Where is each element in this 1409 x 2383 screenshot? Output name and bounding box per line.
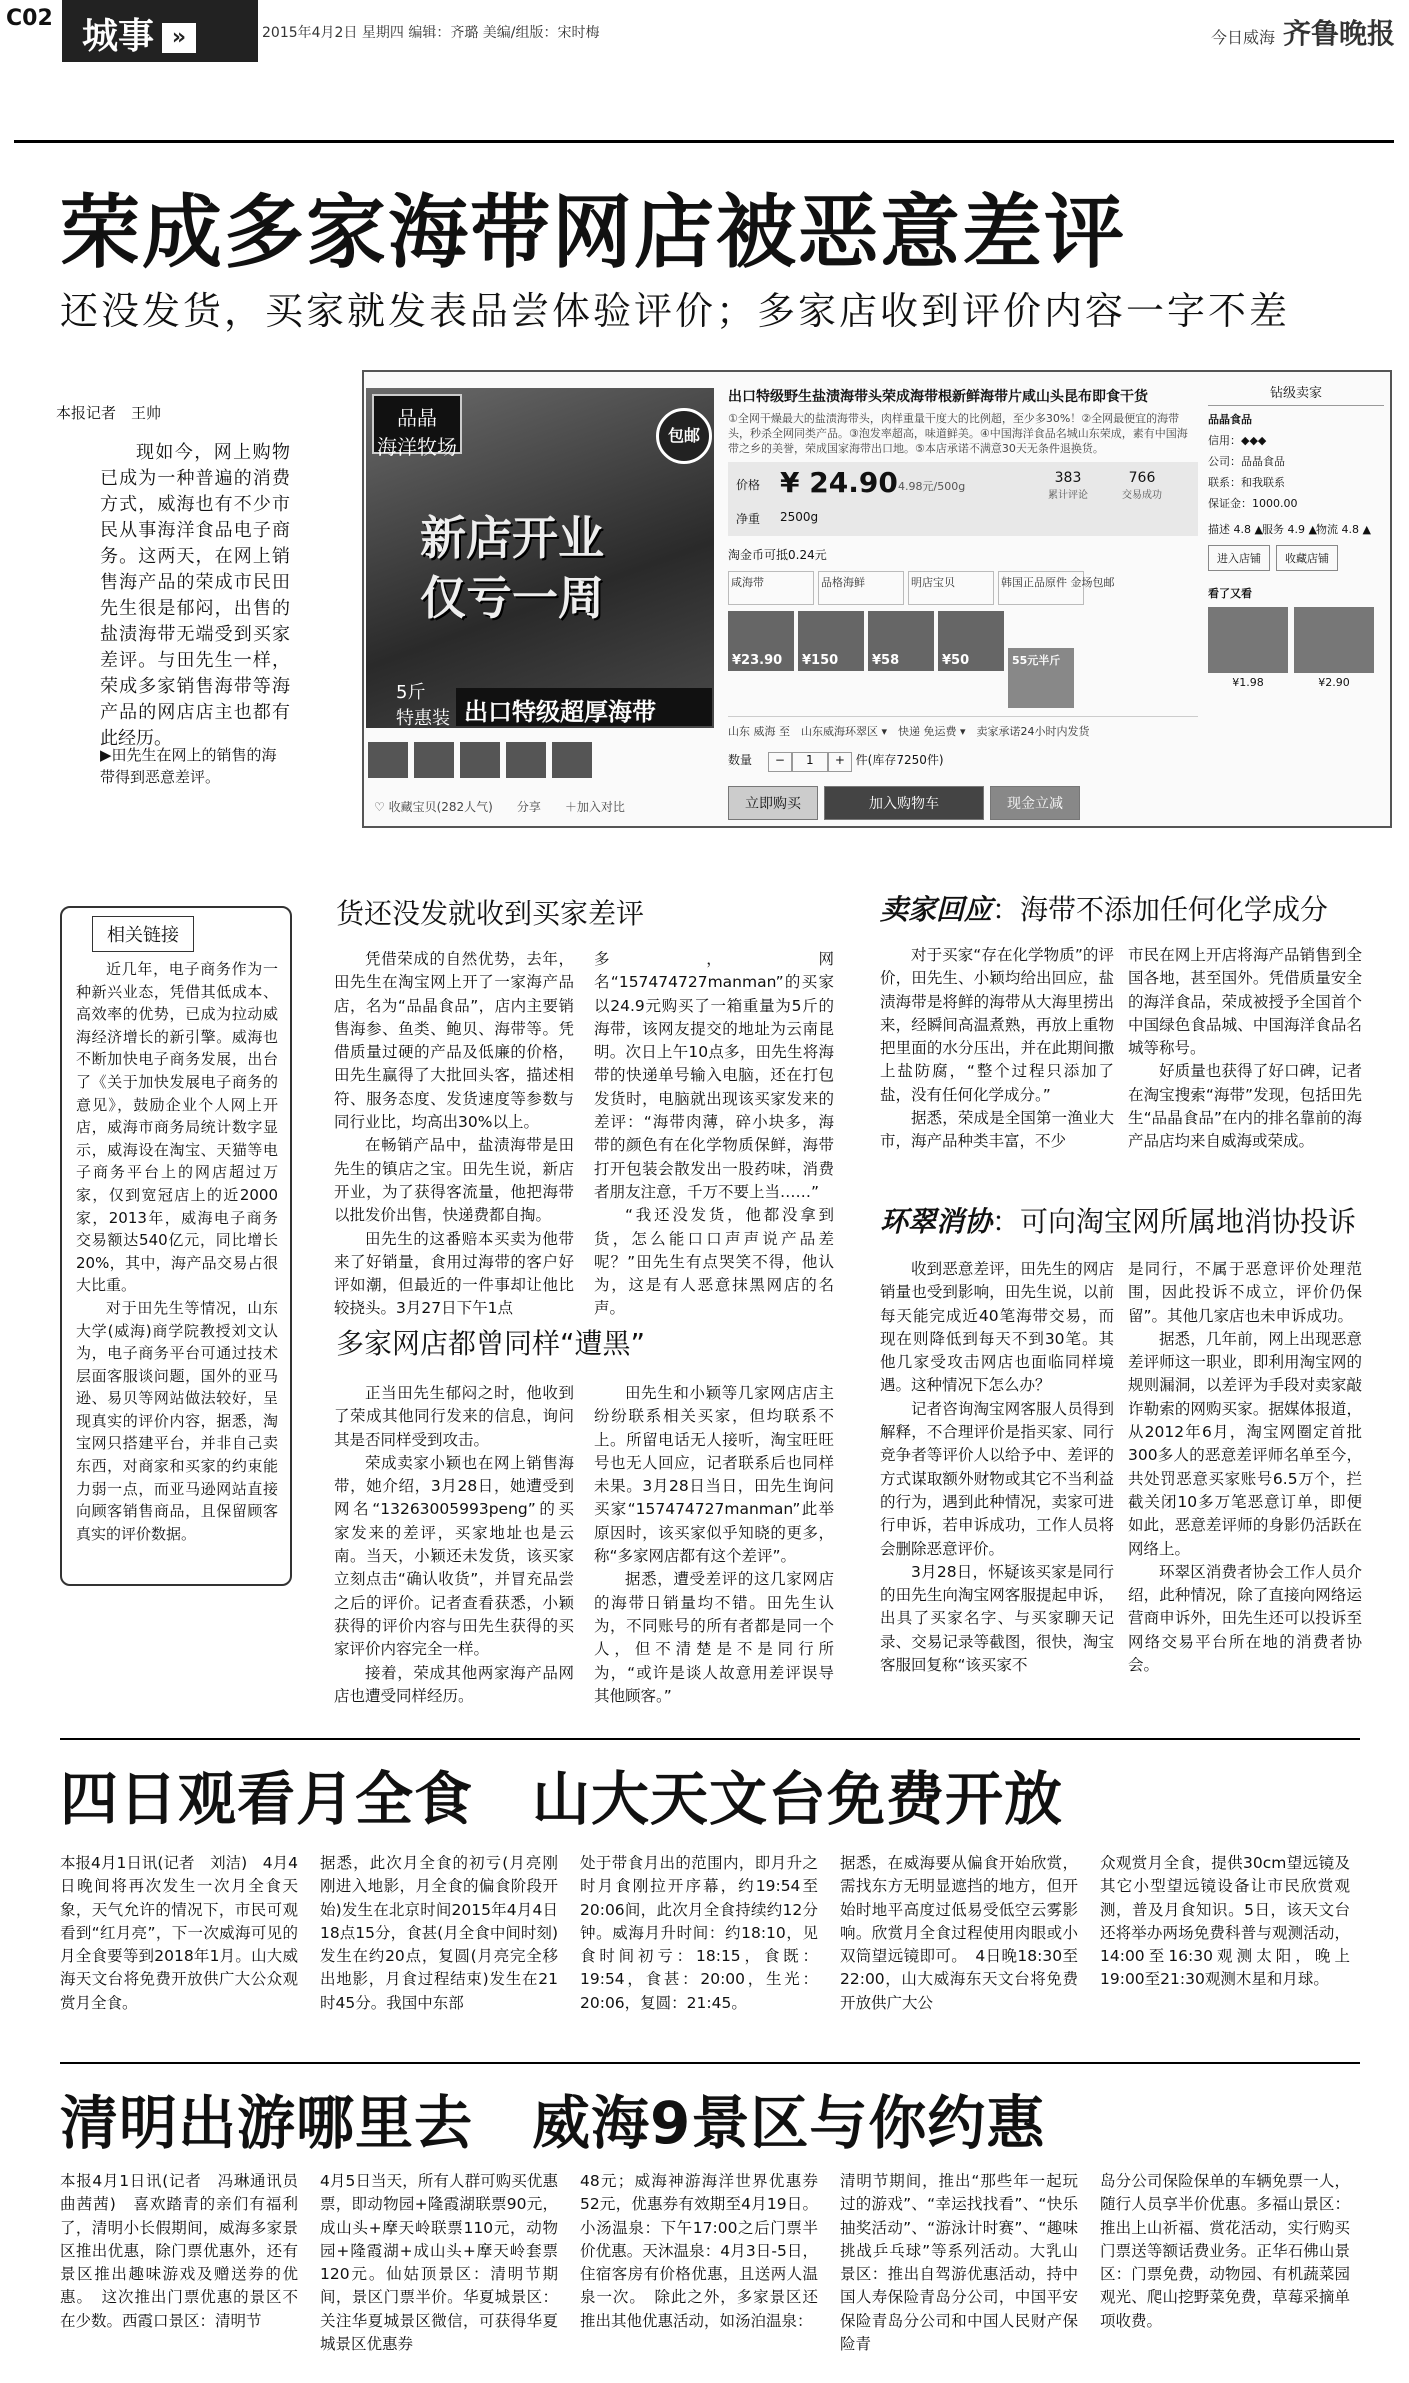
- spec-label: 5斤 特惠装: [396, 682, 450, 729]
- section3-col1: [880, 944, 1114, 1154]
- paragraph: 接着，荣成其他两家海产品网店也遭受同样经历。: [334, 1663, 574, 1705]
- add-to-cart-button[interactable]: 加入购物车: [824, 786, 984, 820]
- thumbnail[interactable]: [414, 742, 454, 778]
- variant-tabs[interactable]: [728, 571, 1198, 605]
- seller-deposit: 保证金：1000.00: [1208, 497, 1298, 510]
- paragraph: 据悉，荣成是全国第一渔业大市，海产品种类丰富，不少: [880, 1109, 1114, 1151]
- product-banner: 出口特级超厚海带: [456, 688, 712, 726]
- promo-line-2: 仅亏一周: [420, 571, 604, 625]
- paragraph: 对于买家“存在化学物质”的评价，田先生、小颖均给出回应，盐渍海带是将鲜的海带从大海里捞出来，经瞬间高温煮熟，再放上重物把里面的水分压出，并在此期间撒上盐防腐，“整个过程只添加了盐，没有任何化学成分。”: [880, 946, 1114, 1104]
- buy-now-button[interactable]: 立即购买: [728, 786, 818, 820]
- section2-col1: [334, 1382, 574, 1708]
- paragraph: 3月28日，怀疑该买家是同行的田先生向淘宝网客服提起申诉，出具了买家名字、与买家聊天记录、交易记录等截图，很快，淘宝客服回复称“该买家不: [880, 1562, 1114, 1675]
- review-count-value: 383: [1054, 470, 1082, 486]
- section1-title: 货还没发就收到买家差评: [336, 897, 645, 930]
- variant-choice[interactable]: ¥150: [798, 611, 864, 671]
- plus-icon[interactable]: +: [828, 752, 852, 772]
- paragraph: 多，网名“157474727manman”的买家以24.9元购买了一箱重量为5斤的海带，该网友提交的地址为云南昆明。次日上午10点多，田先生将海带的快递单号输入电脑，还在打包发货时，电脑就出现该买家发来的差评：“海带肉薄，碎小块多，海带的颜色有在化学物质保鲜，海带打开包装会散发出一股药味，消费者朋友注意，千万不要上当……”: [594, 950, 834, 1201]
- seller-scores: [1208, 521, 1384, 537]
- recommended-thumb[interactable]: [1294, 607, 1374, 673]
- deal-count: [1122, 470, 1162, 501]
- recommended-price: ¥2.90: [1318, 676, 1350, 689]
- collect-share-row[interactable]: ♡ 收藏宝贝(282人气) 分享 ＋加入对比: [374, 800, 625, 814]
- paragraph: 是同行，不属于恶意评价处理范围，因此投诉不成立，评价仍保留”。其他几家店也未申诉成功。: [1128, 1260, 1362, 1325]
- quantity-row: [728, 751, 1198, 772]
- article3-col1: 本报4月1日讯(记者 冯琳通讯员 曲茜茜) 喜欢踏青的亲们有福利了，清明小长假期间，威海多家景区推出优惠，除门票优惠外，还有景区推出趣味游戏及赠送券的优惠。 这次推出门票优惠的景区不在少数。西霞口景区：清明节: [60, 2172, 314, 2330]
- seller-contact[interactable]: 联系：和我联系: [1208, 476, 1285, 489]
- article2-col2: 据悉，此次月全食的初亏(月亮刚刚进入地影，月全食的偏食阶段开始)发生在北京时间2015年4月4日18点15分，食甚(月全食中间时刻)发生在约20点，复圆(月亮完全移出地影，月食过程结束)发生在21时45分。我国中东部: [320, 1854, 558, 2012]
- seller-credit: 信用：◆◆◆: [1208, 434, 1267, 447]
- article2-col4: 据悉，在威海要从偏食开始欣赏，需找东方无明显遮挡的地方，但开始时地平高度过低易受低空云雾影响。欣赏月全食过程使用肉眼或小双筒望远镜即可。 4日晚18:30至22:00，山大威海东天文台将免费开放供广大公: [840, 1854, 1078, 2012]
- edition-label: 今日威海: [1210, 28, 1275, 47]
- paragraph: “我还没发货，他都没拿到货，怎么能口口声声说产品差呢？”田先生有点哭笑不得，他认为，这是有人恶意抹黑网店的名声。: [594, 1206, 834, 1318]
- thumbnail[interactable]: [552, 742, 592, 778]
- minus-icon[interactable]: −: [768, 752, 792, 772]
- recommended-prices: [1208, 676, 1384, 689]
- paragraph: 好质量也获得了好口碑，记者在淘宝搜索“海带”发现，包括田先生“品晶食品”在内的排名靠前的海产品店均来自威海或荣成。: [1128, 1062, 1362, 1151]
- section2-title: 多家网店都曾同样“遭黑”: [336, 1327, 646, 1360]
- variant-choices[interactable]: [728, 611, 1198, 708]
- article3-col4: 清明节期间，推出“那些年一起玩过的游戏”、“幸运找找看”、“快乐抽奖活动”、“游泳计时赛”、“趣味挑战乒乓球”等系列活动。大乳山景区：推出自驾游优惠活动，持中国人寿保险青岛分公司，中国平安保险青岛分公司和中国人民财产保险青: [840, 2172, 1078, 2354]
- paragraph: 据悉，遭受差评的这几家网店的海带日销量均不错。田先生认为，不同账号的所有者都是同一个人，但不清楚是不是同行所为，“或许是谈人故意用差评误导其他顾客。”: [594, 1570, 834, 1705]
- section3-title: [880, 888, 1328, 928]
- deal-count-label: 交易成功: [1122, 490, 1162, 501]
- page-number: C02: [6, 6, 53, 31]
- section3-sign: 卖家回应: [880, 893, 993, 926]
- article2-col1: 本报4月1日讯(记者 刘洁) 4月4日晚间将再次发生一次月全食天象，天气允许的情况下，市民可观看到“红月亮”，下一次威海可见的月全食要等到2018年1月。山大威海天文台将免费开放供广大公众观赏月全食。: [60, 1854, 298, 2012]
- promo-line-1: 新店开业: [420, 511, 604, 565]
- issue-info: 2015年4月2日 星期四 编辑：齐璐 美编/组版：宋时梅: [262, 25, 600, 41]
- variant-choice[interactable]: ¥50: [938, 611, 1004, 671]
- price-label: 价格: [736, 478, 761, 492]
- action-buttons: [728, 786, 1198, 820]
- paragraph: 凭借荣成的自然优势，去年，田先生在淘宝网上开了一家海产品店，名为“品晶食品”，店内主要销售海参、鱼类、鲍贝、海带等。凭借质量过硬的产品及低廉的价格，田先生赢得了大批回头客，描述相符、服务态度、发货速度等参数与同行业比，均高出30%以上。: [334, 950, 574, 1132]
- promo-text: [420, 508, 604, 628]
- thumbnail[interactable]: [506, 742, 546, 778]
- quantity-input[interactable]: 1: [792, 752, 828, 772]
- thumbnail[interactable]: [460, 742, 500, 778]
- photo-caption: ▶田先生在网上的销售的海带得到恶意差评。: [100, 746, 277, 786]
- thumbnail-strip[interactable]: [368, 742, 598, 782]
- section-label: 城事: [82, 16, 155, 57]
- section3-col2: [1128, 944, 1362, 1154]
- related-paragraph: 对于田先生等情况，山东大学(威海)商学院教授刘文认为，电子商务平台可通过技术层面客服谈问题，国外的亚马逊、易贝等网站做法较好，呈现真实的评价内容，据悉，淘宝网只搭建平台，并非自己卖东西，对商家和买家的约束能力弱一点，而亚马逊网站直接向顾客销售商品，且保留顾客真实的评价数据。: [76, 1298, 278, 1543]
- product-description: ①全网干燥最大的盐渍海带头，肉样重量干度大的比例超，至少多30%！②全网最便宜的海带头，秒杀全网同类产品。③泡发率超高，味道鲜美。④中国海洋食品名城山东荣成，素有中国海带之乡的美誉，荣成国家海带出口地。⑤本店承诺不满意30天无条件退换货。: [728, 412, 1188, 455]
- recommended-thumb[interactable]: [1208, 607, 1288, 673]
- article2-col3: 处于带食月出的范围内，即月升之时月食刚拉开序幕，约19:54至20:06间，此次月全食持续约12分钟。威海月升时间：约18:10，见食时间初亏：18:15，食既：19:54，食甚：20:00，生光：20:06，复圆：21:45。: [580, 1854, 818, 2012]
- related-paragraph: 近几年，电子商务作为一种新兴业态，凭借其低成本、高效率的优势，已成为拉动威海经济增长的新引擎。威海也不断加快电子商务发展，出台了《关于加快发展电子商务的意见》，鼓励企业个人网上开店，威海市商务局统计数字显示，威海设在淘宝、天猫等电子商务平台上的网店超过万家，仅到宽冠店上的近2000家，2013年，威海电子商务交易额达540亿元，同比增长20%，其中，海产品交易占很大比重。: [76, 960, 278, 1295]
- thumbnail[interactable]: [368, 742, 408, 778]
- variant-choice-badge[interactable]: 55元半斤: [1008, 648, 1074, 708]
- related-links-title: 相关链接: [92, 916, 194, 952]
- seller-company: 公司：品晶食品: [1208, 455, 1285, 468]
- enter-shop-button[interactable]: 进入店铺: [1208, 545, 1270, 571]
- seller-name: 品晶食品: [1208, 413, 1252, 426]
- article3-col5: 岛分公司保险保单的车辆免票一人，随行人员享半价优惠。多福山景区：推出上山祈福、赏花活动，实行购买门票送等额话费业务。正华石佛山景区：门票免费，动物园、有机蔬菜园观光、爬山挖野菜免费，草莓采摘单项收费。: [1100, 2172, 1350, 2330]
- variant-choice[interactable]: ¥23.90: [728, 611, 794, 671]
- article1-lead: 现如今，网上购物已成为一种普遍的消费方式，威海也有不少市民从事海洋食品电子商务。这两天，在网上销售海产品的荣成市民田先生很是郁闷，出售的盐渍海带无端受到买家差评。与田先生一样，荣成多家销售海带等海产品的网店店主也都有此经历。: [100, 442, 290, 749]
- divider: [60, 1738, 1360, 1740]
- seller-panel: [1208, 382, 1384, 689]
- article1-byline: 本报记者 王帅: [56, 404, 162, 422]
- quantity-label: 数量: [728, 753, 753, 767]
- favorite-shop-button[interactable]: 收藏店铺: [1276, 545, 1338, 571]
- article3-col3: 48元；威海神游海洋世界优惠券52元，优惠券有效期至4月19日。小汤温泉：下午17:00之后门票半价优惠。天沐温泉：4月3日-5日，住宿客房有价格优惠，且送两人温泉一次。 除此之外，多家景区还推出其他优惠活动，如汤泊温泉：: [580, 2172, 818, 2330]
- related-links-box: [60, 906, 292, 1586]
- seller-buttons: [1208, 545, 1384, 571]
- section2-col2: [594, 1382, 834, 1708]
- section1-col2: [594, 948, 834, 1321]
- section1-col1: [334, 948, 574, 1321]
- product-image: [366, 388, 714, 728]
- variant-tab[interactable]: 明店宝贝: [908, 571, 994, 605]
- variant-choice[interactable]: ¥58: [868, 611, 934, 671]
- deal-count-value: 766: [1128, 470, 1156, 486]
- paragraph: 正当田先生郁闷之时，他收到了荣成其他同行发来的信息，询问其是否同样受到攻击。: [334, 1384, 574, 1449]
- weight-label: 净重: [736, 512, 761, 526]
- variant-tab[interactable]: 咸海带: [728, 571, 814, 605]
- article3-col2: 4月5日当天，所有人群可购买优惠票，即动物园+隆霞湖联票90元，成山头+摩天岭联票110元，动物园+隆霞湖+成山头+摩天岭套票120元。仙姑顶景区：清明节期间，景区门票半价。华夏城景区：关注华夏城景区微信，可获得华夏城景区优惠券: [320, 2172, 558, 2354]
- paper-name: 齐鲁晚报: [1282, 17, 1395, 50]
- score: 服务 4.9 ▲: [1262, 523, 1317, 536]
- paragraph: 据悉，几年前，网上出现恶意差评师这一职业，即利用淘宝网的规则漏洞，以差评为手段对卖家敲诈勒索的网购买家。据媒体报道，从2012年6月，淘宝网圈定首批300多人的恶意差评师名单至今，共处罚恶意买家账号6.5万个，拦截关闭10多万笔恶意订单，即便如此，恶意差评师的身影仍活跃在网络上。: [1128, 1329, 1362, 1558]
- paragraph: 在畅销产品中，盐渍海带是田先生的镇店之宝。田先生说，新店开业，为了获得客流量，他把海带以批发价出售，快递费都自掏。: [334, 1136, 574, 1225]
- masthead-right: [1211, 12, 1395, 52]
- section4-heading: ：可向淘宝网所属地消协投诉: [992, 1205, 1357, 1238]
- section-tag: [62, 0, 258, 62]
- paragraph: 环翠区消费者协会工作人员介绍，此种情况，除了直接向网络运营商申诉外，田先生还可以投诉至网络交易平台所在地的消费者协会。: [1128, 1562, 1362, 1675]
- stock-text: 件(库存7250件): [855, 753, 944, 767]
- see-also-title: 看了又看: [1208, 587, 1252, 600]
- review-count: [1048, 470, 1088, 501]
- divider: [60, 2062, 1360, 2064]
- chevron-right-icon: »: [162, 23, 196, 53]
- score: 物流 4.8 ▲: [1316, 523, 1371, 536]
- free-shipping-seal: 包邮: [656, 408, 712, 464]
- product-info: [728, 388, 1198, 820]
- price-value: ¥ 24.90: [780, 466, 898, 499]
- product-title: 出口特级野生盐渍海带头荣成海带根新鲜海带片咸山头昆布即食干货: [728, 389, 1148, 405]
- paragraph: 市民在网上开店将海产品销售到全国各地，甚至国外。凭借质量安全的海洋食品，荣成被授予全国首个中国绿色食品城、中国海洋食品名城等称号。: [1128, 946, 1362, 1058]
- paragraph: 田先生和小颖等几家网店店主纷纷联系相关买家，但均联系不上。所留电话无人接听，淘宝旺旺号也无人回应，记者联系后也同样未果。3月28日当日，田先生询问买家“157474727manman”此举原因时，该买家似乎知晓的更多，称“多家网店都有这个差评”。: [594, 1384, 834, 1566]
- variant-tab[interactable]: 品格海鲜: [818, 571, 904, 605]
- recommended-items[interactable]: [1208, 601, 1384, 676]
- shop-screenshot: [362, 370, 1392, 828]
- brand-logo: 品晶 海洋牧场: [372, 394, 462, 454]
- score: 描述 4.8 ▲: [1208, 523, 1263, 536]
- article2-col5: 众观赏月全食，提供30cm望远镜及其它小型望远镜设备让市民欣赏观测，普及月食知识。5日，该天文台还将举办两场免费科普与观测活动，14:00至16:30观测太阳，晚上19:00至21:30观测木星和月球。: [1100, 1854, 1350, 1989]
- section4-title: [880, 1200, 1356, 1240]
- unit-price: 4.98元/500g: [898, 480, 966, 493]
- weight-value: 2500g: [780, 510, 819, 524]
- price-box: [728, 462, 1198, 536]
- section3-heading: ：海带不添加任何化学成分: [992, 893, 1329, 926]
- cash-discount-button[interactable]: 现金立减: [990, 786, 1080, 820]
- coin-points: 淘金币可抵0.24元: [728, 548, 827, 562]
- variant-tab[interactable]: 韩国正品原件 金场包邮: [998, 571, 1084, 605]
- review-count-label: 累计评论: [1048, 490, 1088, 501]
- section4-col2: [1128, 1258, 1362, 1677]
- paragraph: 荣成卖家小颖也在网上销售海带，她介绍，3月28日，她遭受到网名“13263005993peng”的买家发来的差评，买家地址也是云南。当天，小颖还未发货，该买家立刻点击“确认收货”，并冒充品尝之后的评价。记者查看获悉，小颖获得的评价内容与田先生获得的买家评价内容完全一样。: [334, 1453, 574, 1659]
- shipping-row[interactable]: 山东 威海 至 山东威海环翠区 ▾ 快递 免运费 ▾ 卖家承诺24小时内发货: [728, 716, 1198, 739]
- section4-sign: 环翠消协: [880, 1205, 993, 1238]
- section4-col1: [880, 1258, 1114, 1677]
- paragraph: 田先生的这番赔本买卖为他带来了好销量，食用过海带的客户好评如潮，但最近的一件事却让他比较挠头。3月27日下午1点: [334, 1229, 574, 1318]
- recommended-price: ¥1.98: [1232, 676, 1264, 689]
- paragraph: 记者咨询淘宝网客服人员得到解释，不合理评价是指买家、同行竞争者等评价人以给予中、差评的方式谋取额外财物或其它不当利益的行为，遇到此种情况，卖家可进行申诉，若申诉成功，工作人员将会删除恶意评价。: [880, 1399, 1114, 1558]
- article2-headline: 四日观看月全食 山大天文台免费开放: [60, 1765, 1064, 1833]
- paragraph: 收到恶意差评，田先生的网店销量也受到影响，田先生说，以前每天能完成近40笔海带交易，而现在则降低到每天不到30笔。其他几家受攻击网店也面临同样境遇。这种情况下怎么办？: [880, 1260, 1114, 1395]
- header-rule: [14, 140, 1394, 143]
- seller-header: 钻级卖家: [1208, 382, 1384, 406]
- article1-subhead: 还没发货，买家就发表品尝体验评价；多家店收到评价内容一字不差: [60, 289, 1291, 333]
- article3-headline: 清明出游哪里去 威海9景区与你约惠: [60, 2089, 1046, 2157]
- article1-headline: 荣成多家海带网店被恶意差评: [60, 186, 1126, 279]
